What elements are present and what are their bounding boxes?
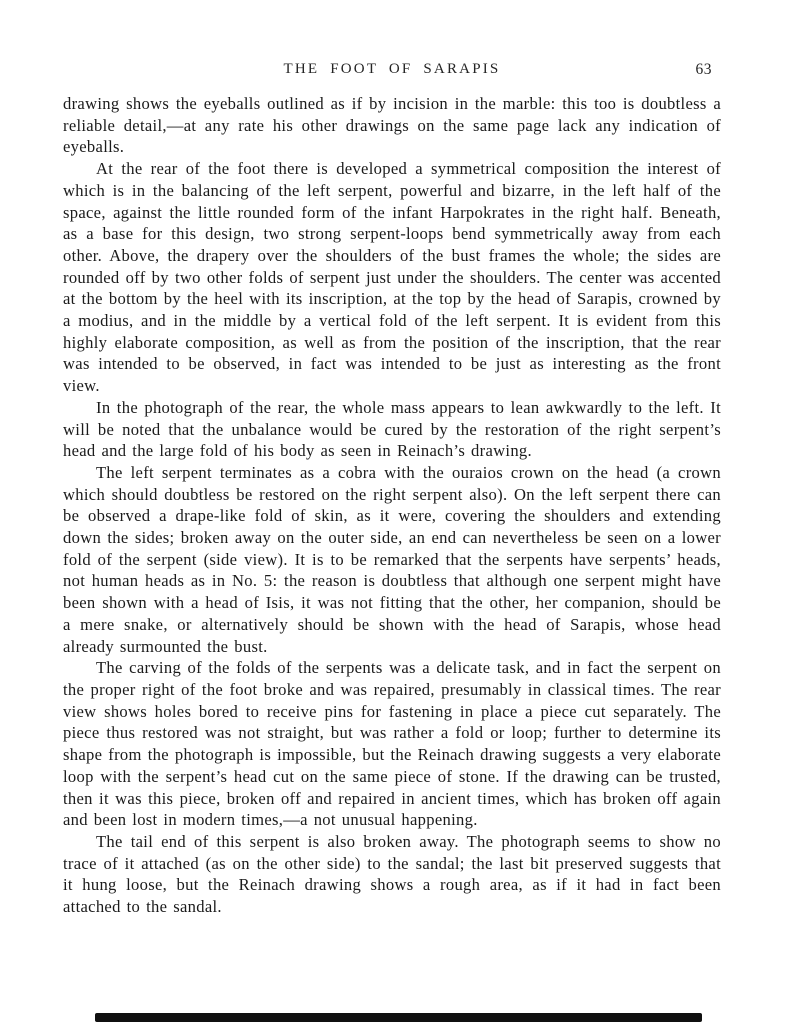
body-paragraph: In the photograph of the rear, the whole mass appears to lean awkwardly to the left. It will be noted that the unbalance would be cured by the restoration of the right serpent’s head and the large fold of his body as seen in Reinach’s drawing. <box>63 397 721 461</box>
body-paragraph: drawing shows the eyeballs outlined as if by incision in the marble: this too is doubtless a reliable detail,—at any rate his other drawings on the same page lack any indication of eyeballs. <box>63 94 721 157</box>
scan-artifact-bar <box>95 1013 702 1022</box>
page-title: THE FOOT OF SARAPIS <box>283 61 501 77</box>
body-text <box>63 93 721 918</box>
running-head <box>63 61 721 78</box>
body-paragraph: The carving of the folds of the serpents was a delicate task, and in fact the serpent on the proper right of the foot broke and was repaired, presumably in classical times. The rear view shows holes bored to receive pins for fastening in place a piece cut separately. The piece thus restored was not straight, but was rather a fold or loop; further to determine its shape from the photograph is impossible, but the Reinach drawing suggests a very elaborate loop with the serpent’s head cut on the same piece of stone. If the drawing can be trusted, then it was this piece, broken off and repaired in ancient times, which has broken off again and been lost in modern times,—a not unusual happening. <box>63 658 721 830</box>
body-paragraph: At the rear of the foot there is developed a symmetrical composition the interest of which is in the balancing of the left serpent, powerful and bizarre, in the left half of the space, against the little rounded form of the infant Harpokrates in the right half. Beneath, as a base for this design, two strong serpent-loops bend symmetrically away from each other. Above, the drapery over the shoulders of the bust frames the whole; the sides are rounded off by two other folds of serpent just under the shoulders. The center was accented at the bottom by the heel with its inscription, at the top by the head of Sarapis, crowned by a modius, and in the middle by a vertical fold of the left serpent. It is evident from this highly elaborate composition, as well as from the position of the inscription, that the rear was intended to be observed, in fact was intended to be just as interesting as the front view. <box>63 159 721 396</box>
page-number: 63 <box>695 61 712 78</box>
body-paragraph: The tail end of this serpent is also broken away. The photograph seems to show no trace of it attached (as on the other side) to the sandal; the last bit preserved suggests that it hung loose, but the Reinach drawing shows a rough area, as if it had in fact been attached to the sandal. <box>63 831 721 917</box>
body-paragraph: The left serpent terminates as a cobra with the ouraios crown on the head (a crown which should doubtless be restored on the right serpent also). On the left serpent there can be observed a drape-like fold of skin, as it were, covering the shoulders and extending down the sides; broken away on the outer side, an end can nevertheless be seen on a lower fold of the serpent (side view). It is to be remarked that the serpents have serpents’ heads, not human heads as in No. 5: the reason is doubtless that although one serpent might have been shown with a head of Isis, it was not fitting that the other, her companion, should be a mere snake, or alternatively should be shown with the head of Sarapis, whose head already surmounted the bust. <box>63 462 721 656</box>
